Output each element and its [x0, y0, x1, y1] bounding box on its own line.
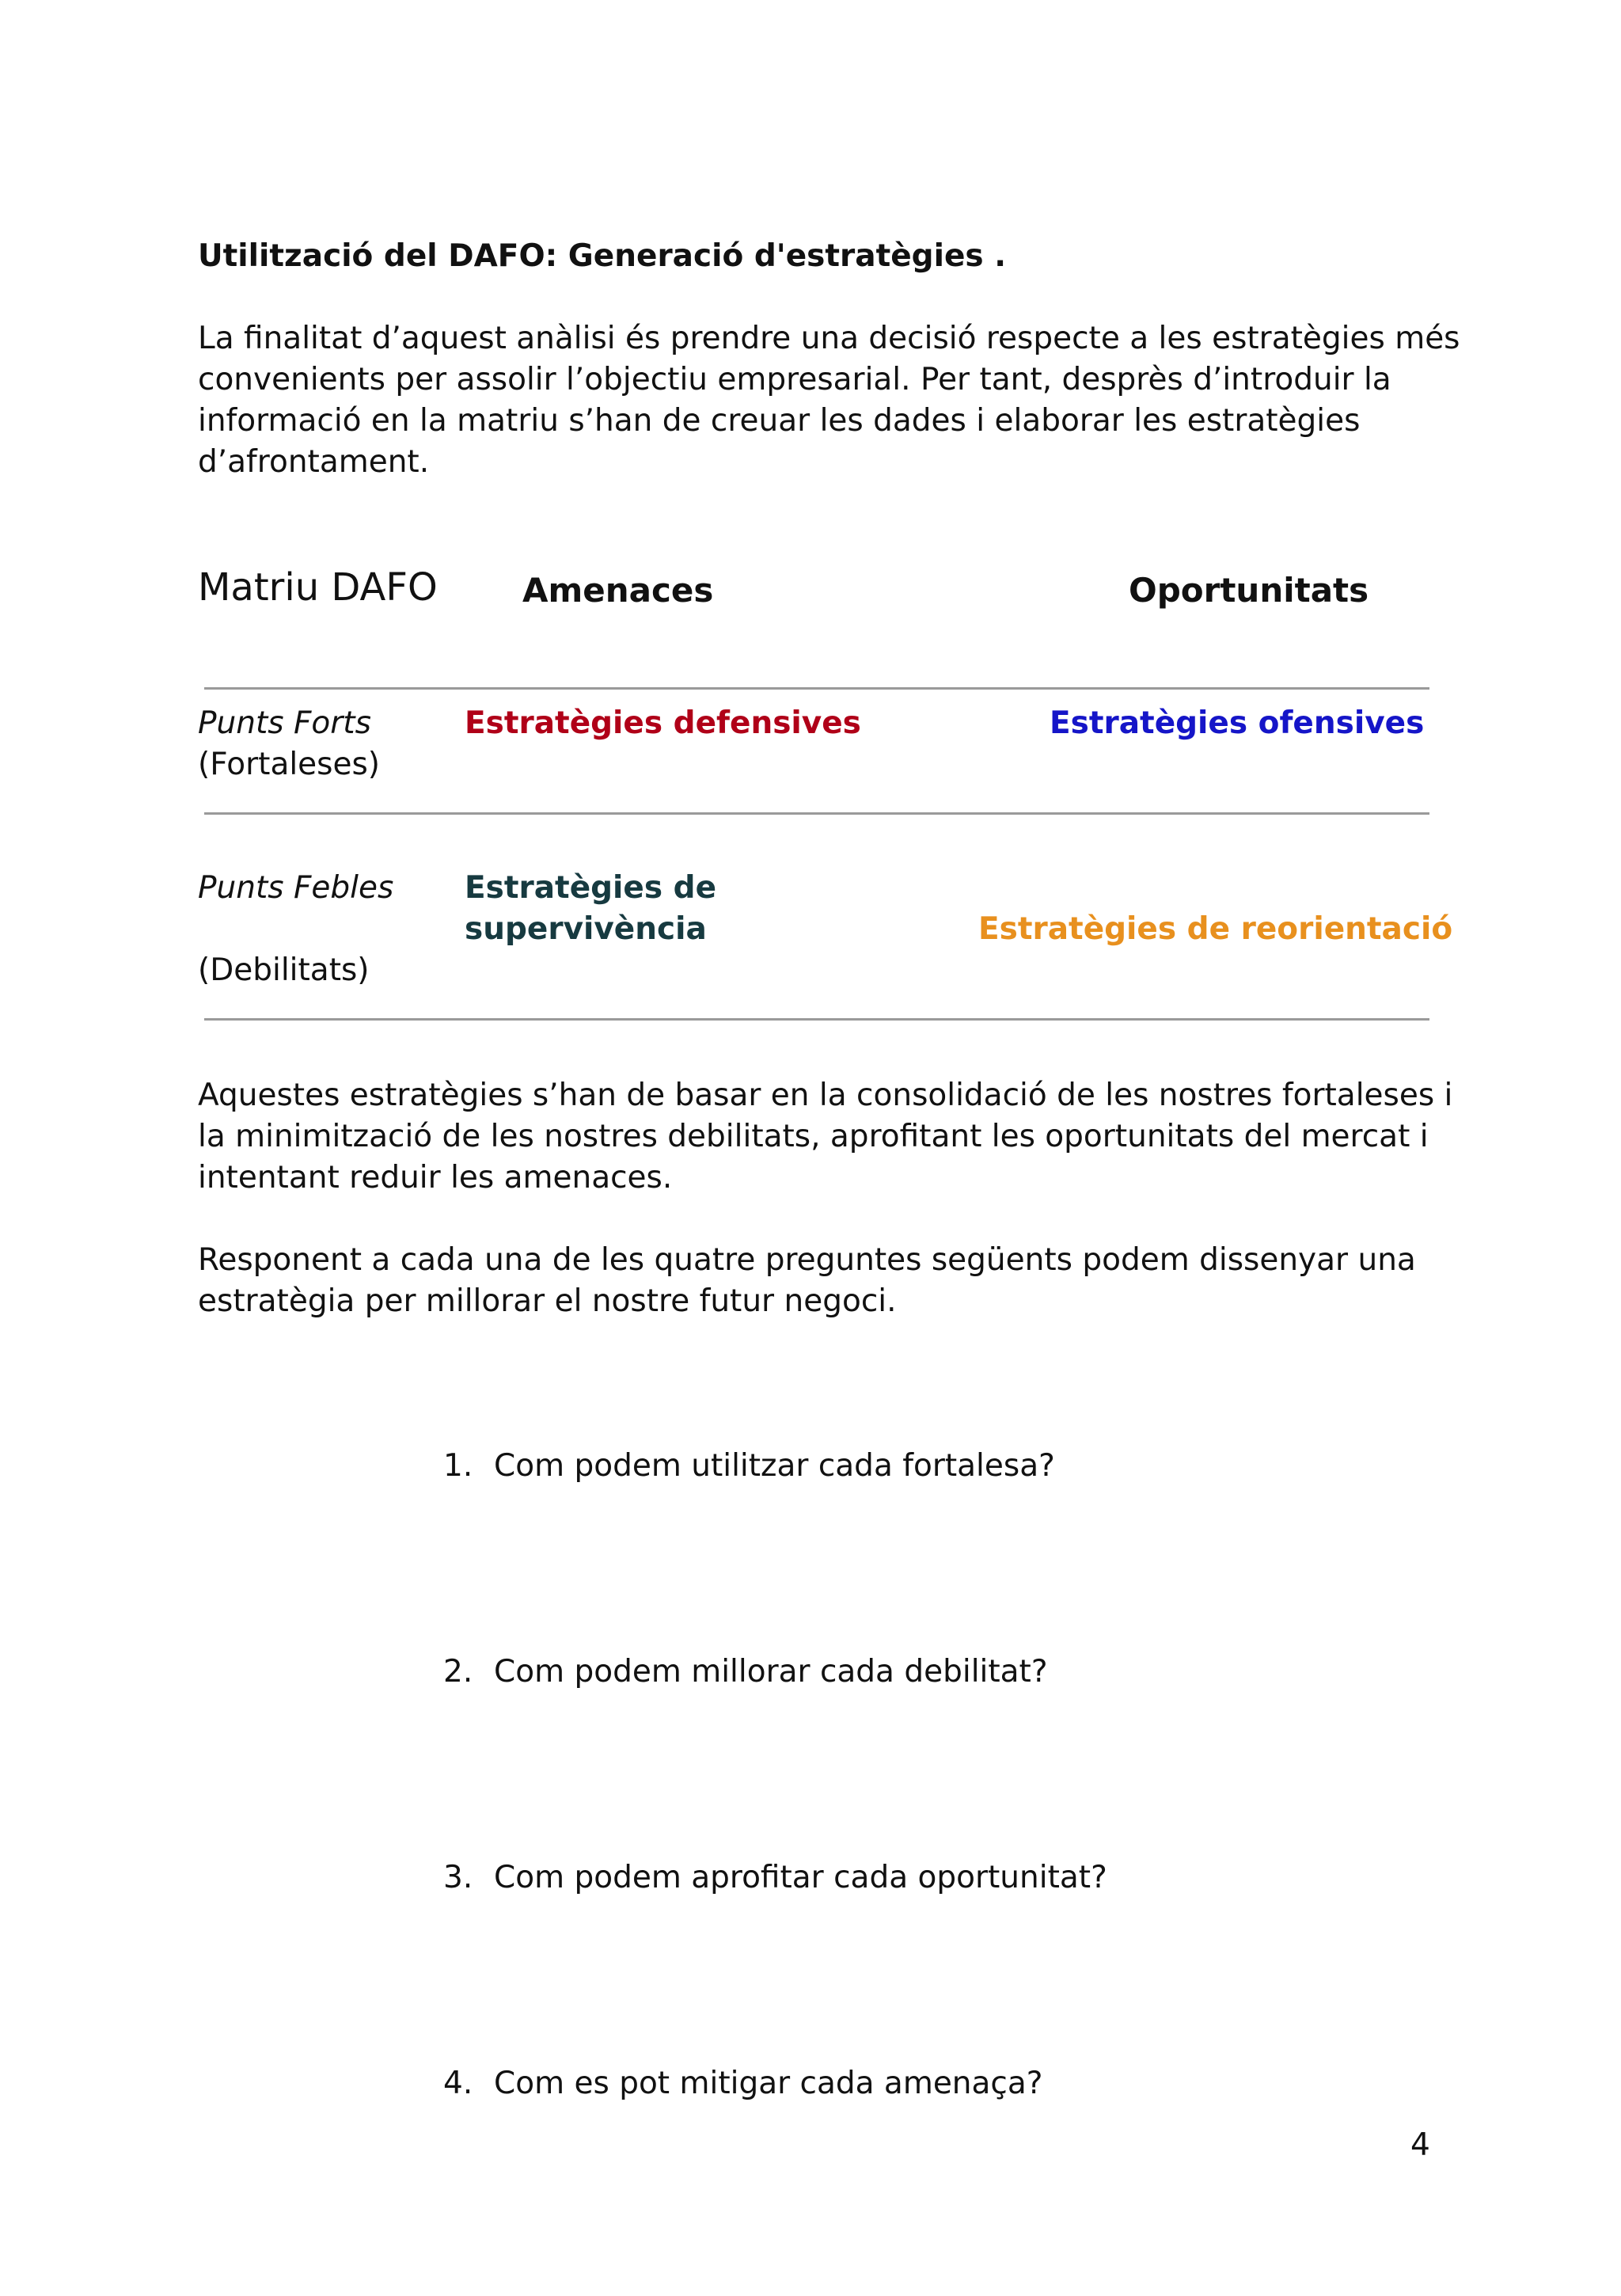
body-line: estratègia per millorar el nostre futur negoci. — [198, 1283, 897, 1319]
body-paragraph-2 — [198, 1240, 1448, 1322]
question-text: Com podem millorar cada debilitat? — [494, 1654, 1048, 1690]
survival-strategies — [465, 868, 716, 950]
intro-line: La finalitat d’aquest anàlisi és prendre una decisió respecte a les estratègies més — [198, 321, 1460, 356]
question-number: 3. — [443, 1860, 473, 1895]
row-label-weaknesses — [198, 868, 393, 991]
question-text: Com es pot mitigar cada amenaça? — [494, 2066, 1043, 2101]
matrix-title: Matriu DAFO — [198, 565, 438, 610]
row-label-weaknesses-sub: (Debilitats) — [198, 952, 370, 988]
intro-line: d’afrontament. — [198, 444, 430, 480]
column-header-opportunities: Oportunitats — [1129, 571, 1369, 610]
body-paragraph-1 — [198, 1075, 1453, 1199]
question-number: 4. — [443, 2066, 473, 2101]
question-item — [443, 2063, 1042, 2104]
question-text: Com podem aprofitar cada oportunitat? — [494, 1860, 1107, 1895]
matrix-divider — [204, 812, 1429, 815]
intro-line: informació en la matriu s’han de creuar les dades i elaborar les estratègies — [198, 403, 1361, 439]
offensive-strategies: Estratègies ofensives — [1050, 705, 1425, 741]
matrix-divider — [204, 1018, 1429, 1021]
body-line: la minimització de les nostres debilitats, aprofitant les oportunitats del mercat i — [198, 1119, 1429, 1154]
intro-line: convenients per assolir l’objectiu empresarial. Per tant, desprès d’introduir la — [198, 362, 1391, 397]
matrix-divider — [204, 687, 1429, 690]
question-item — [443, 1446, 1055, 1487]
row-label-strengths-title: Punts Forts — [198, 705, 371, 741]
reorientation-strategies: Estratègies de reorientació — [978, 911, 1453, 947]
section-heading: Utilització del DAFO: Generació d'estratègies . — [198, 238, 1007, 274]
survival-strategies-line: Estratègies de — [465, 870, 717, 906]
question-number: 2. — [443, 1654, 473, 1690]
question-item — [443, 1857, 1107, 1899]
row-label-strengths-sub: (Fortaleses) — [198, 747, 381, 782]
question-number: 1. — [443, 1448, 473, 1484]
question-text: Com podem utilitzar cada fortalesa? — [494, 1448, 1055, 1484]
page-number: 4 — [1410, 2127, 1430, 2163]
body-line: intentant reduir les amenaces. — [198, 1160, 673, 1196]
question-item — [443, 1652, 1048, 1693]
survival-strategies-line: supervivència — [465, 911, 707, 947]
body-line: Aquestes estratègies s’han de basar en la consolidació de les nostres fortaleses i — [198, 1078, 1453, 1113]
row-label-strengths — [198, 703, 380, 785]
body-line: Responent a cada una de les quatre preguntes següents podem dissenyar una — [198, 1242, 1416, 1278]
column-header-threats: Amenaces — [522, 571, 714, 610]
row-label-weaknesses-title: Punts Febles — [198, 870, 394, 906]
defensive-strategies: Estratègies defensives — [465, 705, 861, 741]
intro-paragraph — [198, 318, 1460, 483]
